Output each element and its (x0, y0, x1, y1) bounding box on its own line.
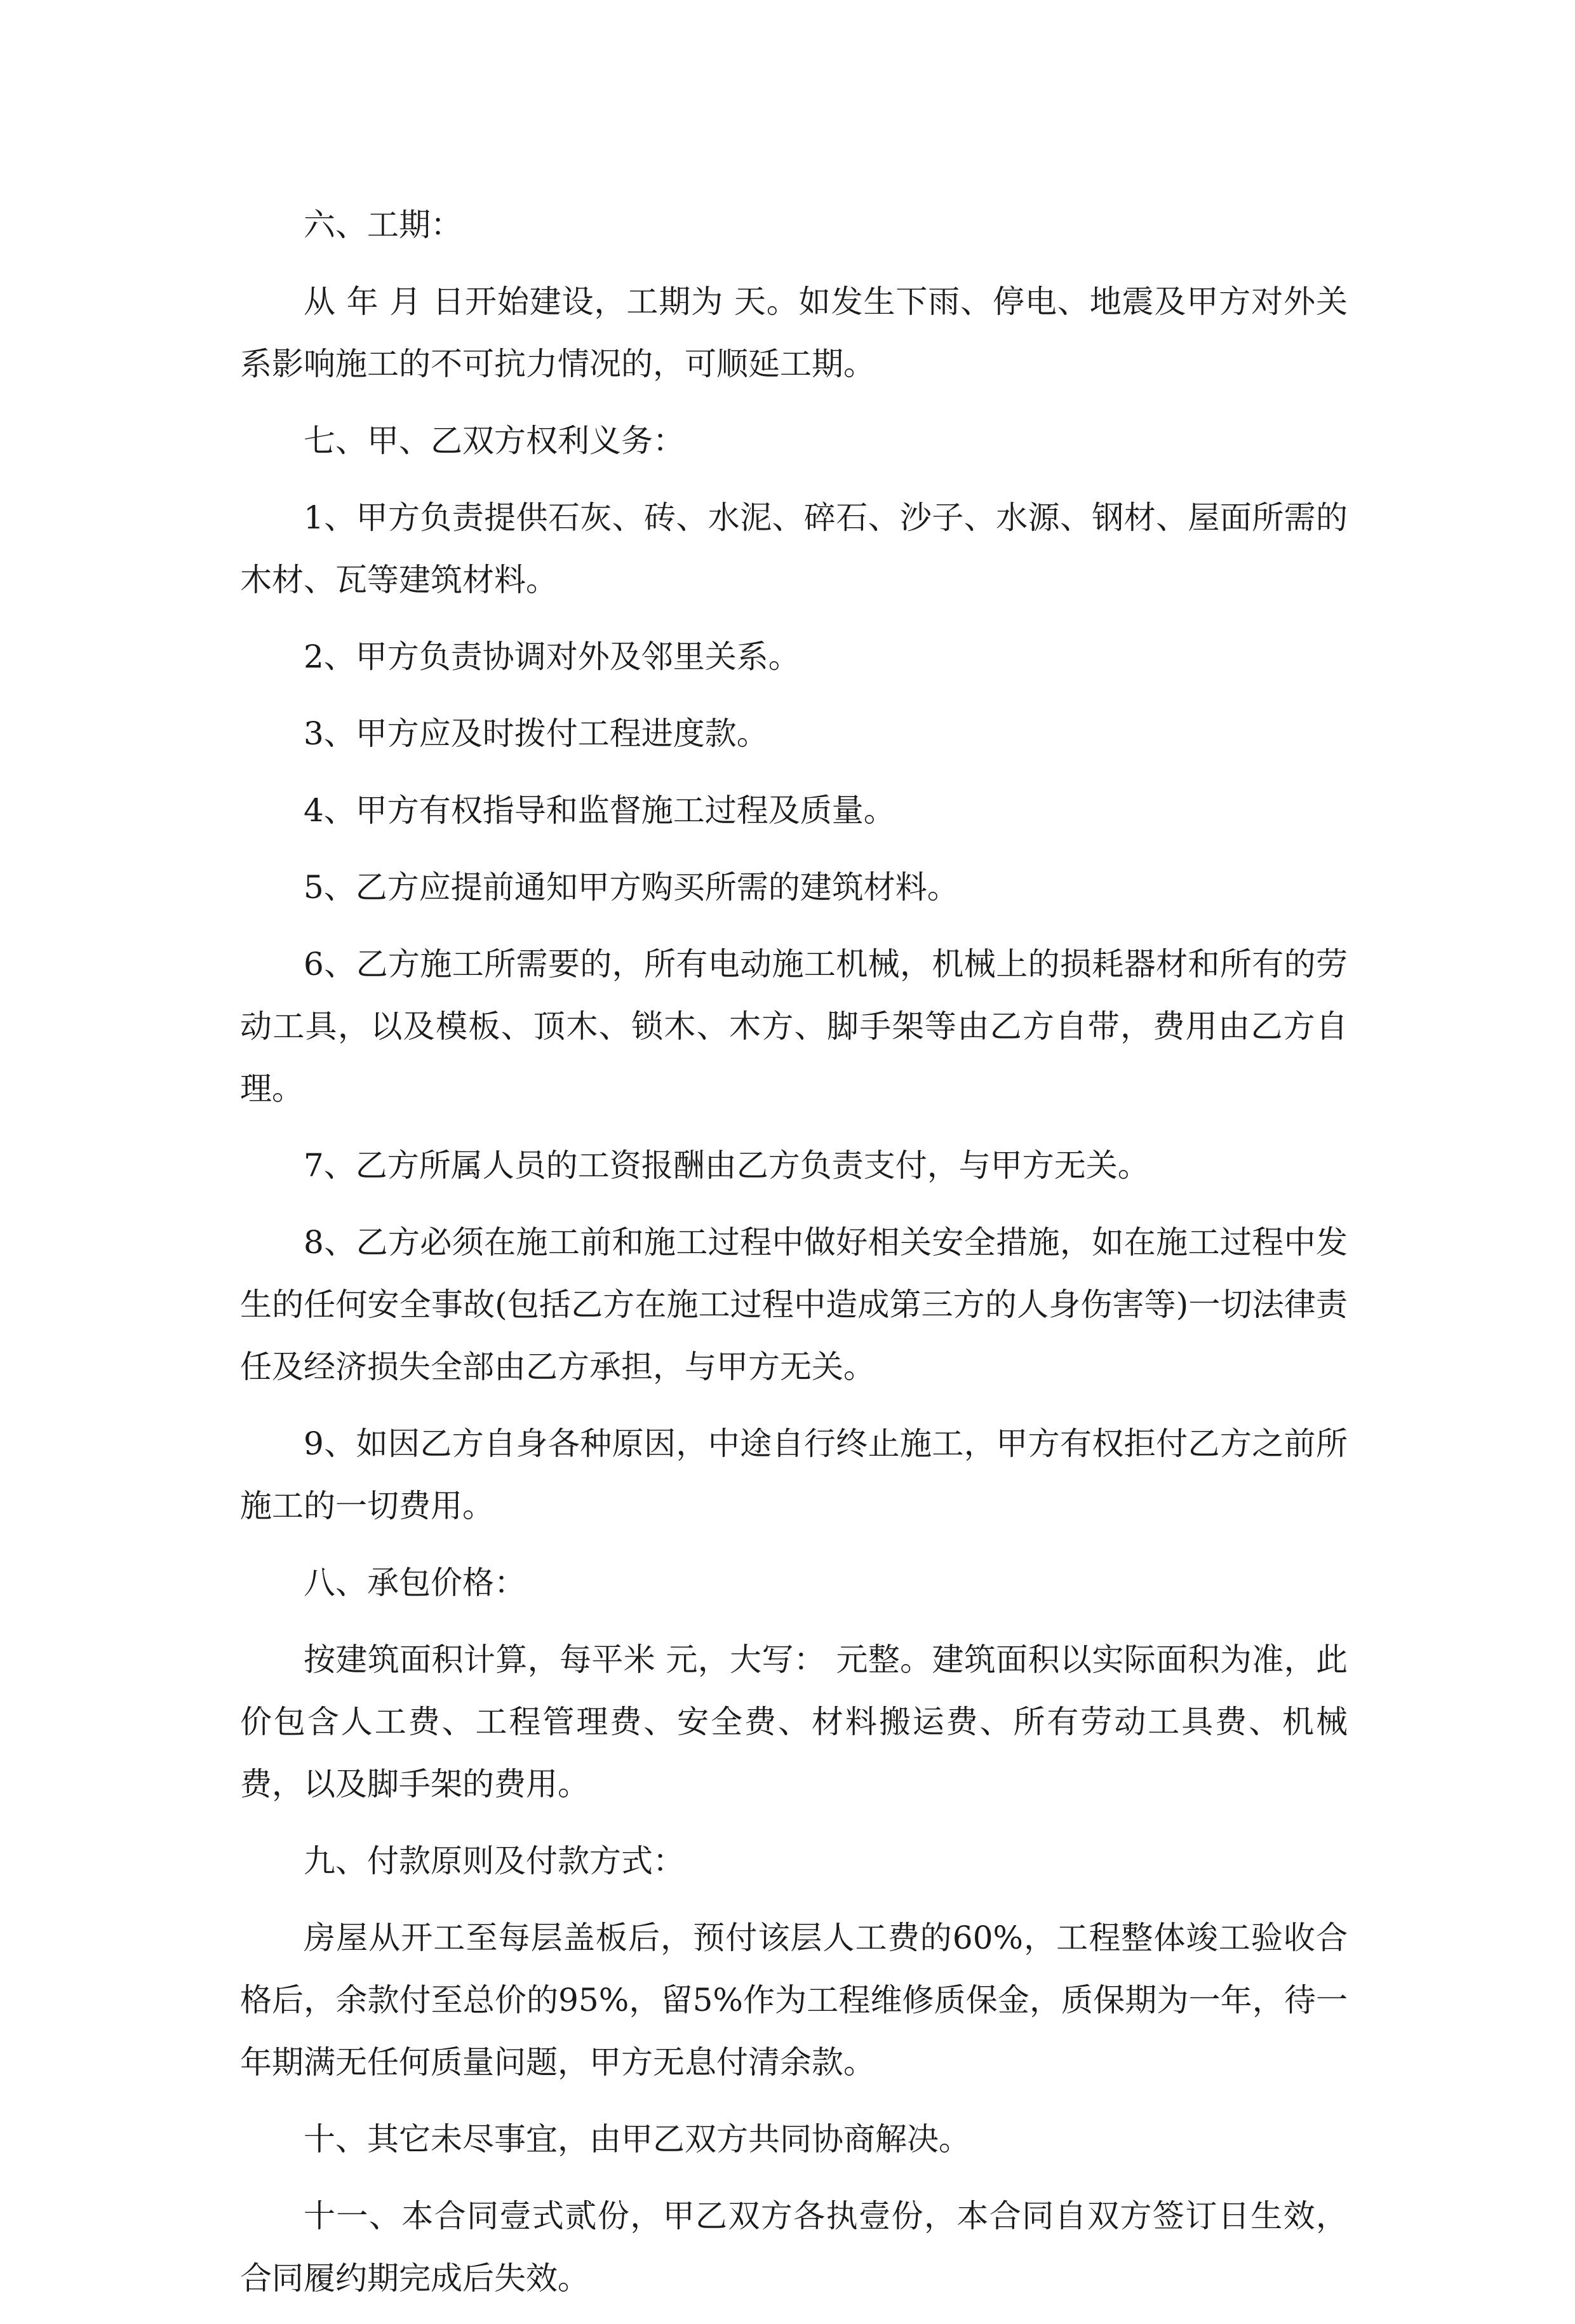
clause-1: 1、甲方负责提供石灰、砖、水泥、碎石、沙子、水源、钢材、屋面所需的木材、瓦等建筑材料。 (240, 499, 1348, 598)
paragraph-payment: 房屋从开工至每层盖板后，预付该层人工费的60%，工程整体竣工验收合格后，余款付至总价的95%，留5%作为工程维修质保金，质保期为一年，待一年期满无任何质量问题，甲方无息付清余款。 (240, 1919, 1348, 2081)
paragraph-contract-price: 按建筑面积计算，每平米 元，大写： 元整。建筑面积以实际面积为准，此价包含人工费、工程管理费、安全费、材料搬运费、所有劳动工具费、机械费，以及脚手架的费用。 (240, 1641, 1348, 1803)
clause-6: 6、乙方施工所需要的，所有电动施工机械，机械上的损耗器材和所有的劳动工具，以及模板、顶木、锁木、木方、脚手架等由乙方自带，费用由乙方自理。 (240, 946, 1348, 1107)
section-heading-construction-period: 六、工期： (304, 206, 462, 243)
section-heading-rights-obligations: 七、甲、乙双方权利义务： (304, 422, 685, 459)
clause-7: 7、乙方所属人员的工资报酬由乙方负责支付，与甲方无关。 (304, 1147, 1149, 1184)
paragraph-construction-period: 从 年 月 日开始建设，工期为 天。如发生下雨、停电、地震及甲方对外关系影响施工的不可抗力情况的，可顺延工期。 (240, 283, 1348, 382)
clause-5: 5、乙方应提前通知甲方购买所需的建筑材料。 (304, 869, 959, 906)
clause-4: 4、甲方有权指导和监督施工过程及质量。 (304, 792, 895, 829)
clause-3: 3、甲方应及时拨付工程进度款。 (304, 715, 768, 752)
paragraph-other-matters: 十、其它未尽事宜，由甲乙双方共同协商解决。 (304, 2121, 970, 2158)
section-heading-payment: 九、付款原则及付款方式： (304, 1843, 685, 1879)
clause-9: 9、如因乙方自身各种原因，中途自行终止施工，甲方有权拒付乙方之前所施工的一切费用。 (240, 1425, 1348, 1524)
document-body (240, 194, 1348, 2324)
section-heading-contract-price: 八、承包价格： (304, 1564, 526, 1601)
clause-8: 8、乙方必须在施工前和施工过程中做好相关安全措施，如在施工过程中发生的任何安全事故(包括乙方在施工过程中造成第三方的人身伤害等)一切法律责任及经济损失全部由乙方承担，与甲方无关。 (240, 1224, 1348, 1385)
paragraph-contract-copies: 十一、本合同壹式贰份，甲乙双方各执壹份，本合同自双方签订日生效，合同履约期完成后失效。 (240, 2198, 1348, 2297)
clause-2: 2、甲方负责协调对外及邻里关系。 (304, 638, 800, 675)
